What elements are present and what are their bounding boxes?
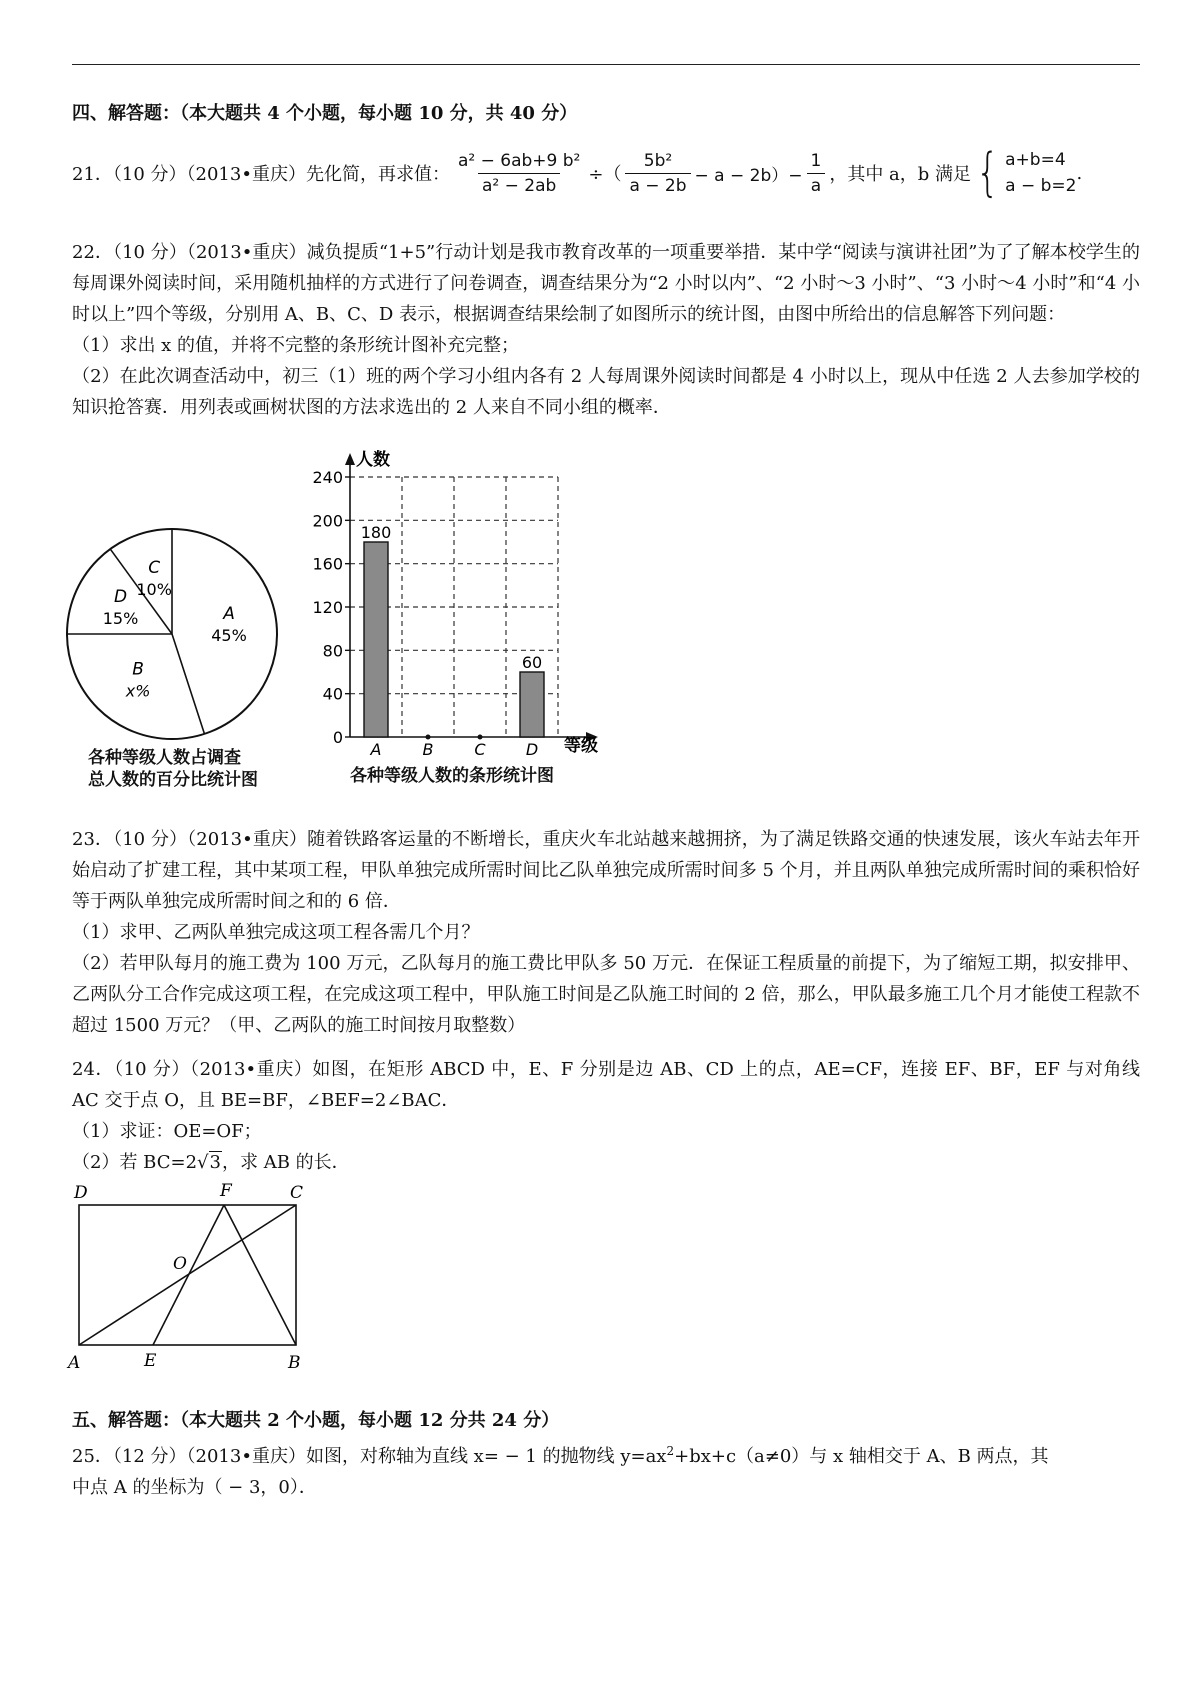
- x-tick-label-d: D: [525, 740, 539, 759]
- q21: [72, 140, 1082, 206]
- y-tick-label: 120: [312, 598, 343, 617]
- q21-div-open: ÷（: [588, 164, 622, 185]
- q21-end: .: [1076, 162, 1083, 184]
- q22-text: [72, 237, 1140, 423]
- y-tick-label: 80: [322, 641, 343, 661]
- pie-slice-value-b: x%: [125, 681, 151, 701]
- q21-eq1: a+b=4: [1005, 150, 1066, 170]
- section4-heading: 四、解答题：（本大题共 4 个小题，每小题 10 分，共 40 分）: [72, 103, 578, 124]
- q25-text: [72, 1436, 1140, 1503]
- q21-frac2-denominator: a − 2b: [625, 173, 690, 196]
- y-tick-label: 40: [322, 684, 343, 704]
- q21-tail: ，其中 a，b 满足: [829, 164, 972, 185]
- pie-caption-line1: 各种等级人数占调查: [88, 748, 241, 768]
- label-a: A: [68, 1353, 81, 1373]
- bar-d: [520, 672, 544, 737]
- pie-chart: [60, 520, 300, 750]
- q24-part1: （1）求证：OE=OF；: [72, 1121, 262, 1142]
- q22-part1: （1）求出 x 的值，并将不完整的条形统计图补充完整；: [72, 335, 520, 356]
- pie-slice-label-d: D: [113, 586, 128, 607]
- q21-frac1-numerator: a² − 6ab+9 b²: [457, 150, 581, 171]
- q24-text: [72, 1054, 1140, 1178]
- pie-slice-value-d: 15%: [102, 608, 139, 628]
- bar-empty-marker-b: [426, 735, 431, 740]
- pie-labels: [103, 558, 247, 701]
- q24-part2-b: ，求 AB 的长．: [221, 1152, 350, 1173]
- geometry-figure: [60, 1176, 340, 1376]
- q25-line1: [72, 1436, 1140, 1472]
- label-e: E: [144, 1351, 157, 1371]
- label-d: D: [74, 1183, 88, 1203]
- q21-fraction-1: [454, 151, 584, 196]
- pie-slice-value-a: 45%: [211, 625, 247, 645]
- segment-bf: [224, 1205, 296, 1345]
- bar-chart: [312, 445, 618, 765]
- x-axis-label: 等级: [564, 736, 598, 756]
- q25-line1-a: 25．（12 分）（2013•重庆）如图，对称轴为直线 x= − 1 的抛物线 y=ax: [72, 1446, 667, 1467]
- pie-slices: [67, 529, 204, 734]
- bar-data-label-a: 180: [360, 523, 392, 542]
- left-brace-icon: {: [975, 143, 1000, 203]
- x-tick-label-c: C: [474, 740, 486, 759]
- q24-part2: [72, 1147, 1140, 1178]
- q21-frac1-denominator: a² − 2ab: [478, 173, 560, 196]
- y-tick-label: 0: [332, 728, 343, 747]
- pie-chart-caption: [88, 747, 258, 791]
- q25-exponent: 2: [666, 1444, 675, 1458]
- bar-empty-marker-c: [478, 735, 483, 740]
- pie-slice-label-b: B: [132, 659, 144, 680]
- pie-caption-line2: 总人数的百分比统计图: [88, 770, 258, 790]
- y-axis-label: 人数: [356, 450, 390, 470]
- q22-part2: （2）在此次调查活动中，初三（1）班的两个学习小组内各有 2 人每周课外阅读时间都是 4 小时以上，现从中任选 2 人去参加学校的知识抢答赛．用列表或画树状图的方法求选出的 2 人来自不同小组的概率．: [72, 366, 1140, 418]
- q25-line2: 中点 A 的坐标为（ − 3，0）．: [72, 1477, 317, 1498]
- q21-frac3-denominator: a: [807, 173, 825, 196]
- q21-frac3-numerator: 1: [810, 150, 822, 171]
- q24-radicand: 3: [209, 1152, 221, 1173]
- q21-fraction-3: [807, 151, 826, 196]
- label-f: F: [220, 1181, 232, 1201]
- label-o: O: [173, 1254, 187, 1274]
- segment-ef: [153, 1205, 224, 1345]
- section5-heading: 五、解答题：（本大题共 2 个小题，每小题 12 分共 24 分）: [72, 1410, 560, 1431]
- pie-slice-edge-b: [172, 634, 204, 734]
- y-axis-arrow-icon: [345, 453, 355, 465]
- q21-equation-system: [971, 143, 1077, 203]
- y-tick-label: 240: [312, 468, 343, 487]
- q21-fraction-2: [625, 151, 690, 196]
- bar-data-label-d: 60: [521, 653, 543, 672]
- q23-part2: （2）若甲队每月的施工费为 100 万元，乙队每月的施工费比甲队多 50 万元．在保证工程质量的前提下，为了缩短工期，拟安排甲、乙两队分工合作完成这项工程，在完成这项工程中，甲队施工时间是乙队施工时间的 2 倍，那么，甲队最多施工几个月才能使工程款不超过 1500 万元？（甲、乙两队的施工时间按月取整数）: [72, 953, 1140, 1036]
- q24-part2-a: （2）若 BC=2: [72, 1152, 198, 1173]
- q25-line1-b: +bx+c（a≠0）与 x 轴相交于 A、B 两点，其: [674, 1446, 1049, 1467]
- y-tick-label: 200: [312, 511, 343, 531]
- label-b: B: [288, 1353, 301, 1373]
- pie-slice-label-c: C: [148, 558, 161, 579]
- q23-text: [72, 824, 1140, 1041]
- q21-prefix: 21．（10 分）（2013•重庆）先化简，再求值：: [72, 164, 450, 185]
- sqrt-icon: √: [197, 1152, 209, 1173]
- label-c: C: [290, 1183, 304, 1203]
- q24-intro: 24．（10 分）（2013•重庆）如图，在矩形 ABCD 中，E、F 分别是边 AB、CD 上的点，AE=CF，连接 EF、BF，EF 与对角线 AC 交于点 O，且 BE=BF，∠BEF=2∠BAC．: [72, 1059, 1140, 1111]
- pie-slice-label-a: A: [223, 603, 235, 624]
- bar-chart-caption: 各种等级人数的条形统计图: [350, 766, 554, 786]
- pie-slice-value-c: 10%: [136, 580, 172, 600]
- q23-intro: 23．（10 分）（2013•重庆）随着铁路客运量的不断增长，重庆火车北站越来越拥挤，为了满足铁路交通的快速发展，该火车站去年开始启动了扩建工程，其中某项工程，甲队单独完成所需时间比乙队单独完成所需时间多 5 个月，并且两队单独完成所需时间的乘积恰好等于两队单独完成所需时间之和的 6 倍．: [72, 829, 1140, 912]
- q23-part1: （1）求甲、乙两队单独完成这项工程各需几个月？: [72, 922, 480, 943]
- x-tick-label-a: A: [370, 740, 382, 759]
- bar-a: [364, 542, 388, 737]
- diagonal-ac: [79, 1205, 296, 1345]
- q21-eq2: a − b=2: [1005, 176, 1077, 196]
- header-rule: [72, 64, 1140, 65]
- bar-labels: [312, 449, 598, 759]
- q21-mid: − a − 2b）−: [694, 165, 803, 186]
- q22-intro: 22．（10 分）（2013•重庆）减负提质“1+5”行动计划是我市教育改革的一项重要举措．某中学“阅读与演讲社团”为了了解本校学生的每周课外阅读时间，采用随机抽样的方式进行了问卷调查，调查结果分为“2 小时以内”、“2 小时～3 小时”、“3 小时～4 小时”和“4 小时以上”四个等级，分别用 A、B、C、D 表示，根据调查结果绘制了如图所示的统计图，由图中所给出的信息解答下列问题：: [72, 242, 1140, 325]
- q21-frac2-numerator: 5b²: [643, 150, 673, 171]
- x-tick-label-b: B: [422, 740, 434, 759]
- y-tick-label: 160: [312, 554, 343, 574]
